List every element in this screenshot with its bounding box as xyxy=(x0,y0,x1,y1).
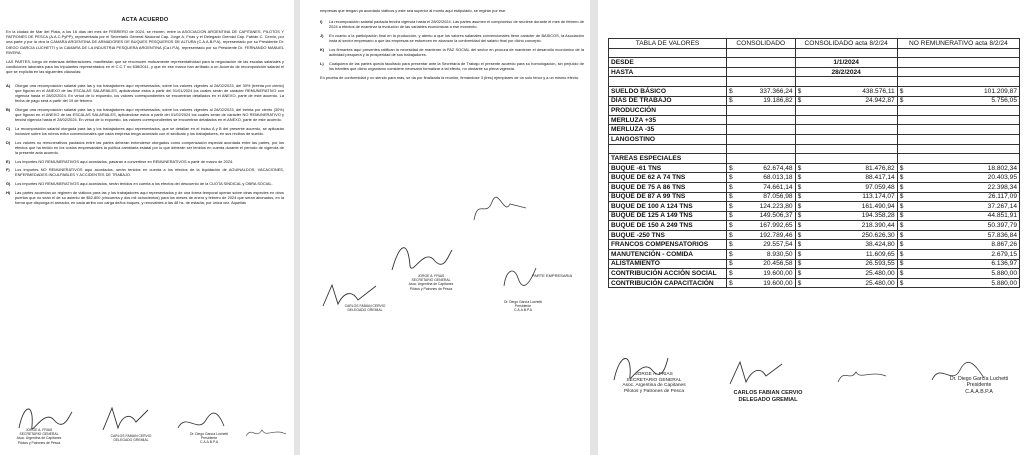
currency-symbol: $ xyxy=(727,173,733,183)
table-row xyxy=(609,96,1020,106)
empty-cell xyxy=(795,77,897,87)
value-cell-c1: 20.456,58 xyxy=(733,259,795,269)
value-cell-c2: 438.576,11 xyxy=(801,86,897,96)
value-cell-c1: 149.506,37 xyxy=(733,211,795,221)
table-row-label-only xyxy=(609,134,1020,144)
document-page-1 xyxy=(0,0,294,455)
currency-symbol: $ xyxy=(727,182,733,192)
value-cell-c3: 44.851,91 xyxy=(903,211,1019,221)
value-cell-c1: 68.013,18 xyxy=(733,173,795,183)
currency-symbol: $ xyxy=(795,211,801,221)
date-value: 28/2/2024 xyxy=(795,67,897,77)
value-cell-c1: 8.930,50 xyxy=(733,250,795,260)
currency-symbol: $ xyxy=(897,182,903,192)
table-row xyxy=(609,269,1020,279)
row-label: DÍAS DE TRABAJO xyxy=(609,96,727,106)
currency-symbol: $ xyxy=(795,221,801,231)
clause-letter: F) xyxy=(6,167,10,173)
empty-cell xyxy=(727,115,796,125)
value-cell-c2: 113.174,07 xyxy=(801,192,897,202)
clause-letter: L) xyxy=(320,60,324,66)
empty-cell xyxy=(609,48,727,58)
clause-letter: J) xyxy=(320,33,324,38)
row-label: LANGOSTINO xyxy=(609,134,727,144)
row-label: BUQUE -250 TNS xyxy=(609,230,727,240)
currency-symbol: $ xyxy=(795,230,801,240)
clause-letter: D) xyxy=(6,139,11,145)
empty-cell xyxy=(795,154,897,164)
signature-scrawl xyxy=(100,402,150,436)
currency-symbol: $ xyxy=(795,163,801,173)
clause-l xyxy=(320,61,584,71)
empty-cell xyxy=(897,106,1019,116)
value-cell-c2: 25.480,00 xyxy=(801,278,897,288)
intro-paragraph-2: LAS PARTES, luego de extensas deliberaciones, manifiestan que se reconocen mutuamente representatividad para la negociación de las escalas salariales y condiciones laborales para los tripulantes representados en el C.C.T no 638/2011, y que en ese marco han arribado a un Acuerdo de recomposición salarial el que se explicita en las siguientes cláusulas: xyxy=(6,59,284,75)
table-header-row xyxy=(609,39,1020,49)
currency-symbol: $ xyxy=(795,269,801,279)
row-label: DESDE xyxy=(609,58,727,68)
clause-text: Los firmantes aquí presentes ratifican la necesidad de mantener la PAZ SOCIAL del sector en procura de mantener el desarrollo económico de la actividad pesquera y la prosperidad de sus trabajadores. xyxy=(329,46,584,57)
currency-symbol: $ xyxy=(897,269,903,279)
row-label: BUQUE DE 87 A 99 TNS xyxy=(609,192,727,202)
value-cell-c1: 19.186,82 xyxy=(733,96,795,106)
clause-text: Cualquiera de las partes queda facultado para presentar ante la Secretaría de Trabajo el presente acuerdo para su homologación, sin perjuicio de los trámites que dicho organismo considere necesario formalizar a tal efecto, no obstante su plena vigencia. xyxy=(329,60,584,71)
row-label: PRODUCCIÓN xyxy=(609,106,727,116)
empty-cell xyxy=(897,144,1019,154)
empty-cell xyxy=(897,115,1019,125)
empty-cell xyxy=(727,134,796,144)
page-gap xyxy=(590,0,598,455)
value-cell-c2: 26.593,55 xyxy=(801,259,897,269)
clause-text: Las partes acuerdan un régimen de viáticos para las y los trabajadores aquí representados y de una forma temporal operan sobre otras especies en otros puertos que no sean el de su asiento de $52.800 (cincuenta y dos mil ochocientos) para los meses de enero y febrero de 2024 que serán abonados, en la forma que disponga el armador, en cada arribo con carga de/los buques, y renovables a las 48 hs. de estadía, por única vez. Aquellas xyxy=(15,189,284,206)
row-label: BUQUE -61 TNS xyxy=(609,163,727,173)
value-cell-c2: 24.942,87 xyxy=(801,96,897,106)
value-cell-c2: 250.626,30 xyxy=(801,230,897,240)
value-cell-c1: 19.600,00 xyxy=(733,278,795,288)
clause-text: La recomposición salarial pactada tendrá vigencia hasta el 28/02/2024. Las partes asumen el compromiso de reunirse durante el mes de febrero de 2024 a efectos de examinar la evolución de las variables económicas a ese momento. xyxy=(329,19,584,30)
value-cell-c1: 124.223,80 xyxy=(733,202,795,212)
table-row xyxy=(609,211,1020,221)
clause-d xyxy=(6,140,284,156)
empty-cell xyxy=(795,106,897,116)
empty-cell xyxy=(727,77,796,87)
document-page-2 xyxy=(300,0,590,455)
empty-cell xyxy=(897,125,1019,135)
row-label: HASTA xyxy=(609,67,727,77)
table-row-hasta xyxy=(609,67,1020,77)
signature-block-luchetti: Dr. Diego García Luchetti Presidente C.A.A.B.P.A xyxy=(949,376,1009,395)
signature-scrawl xyxy=(836,364,890,388)
value-cell-c3: 101.209,87 xyxy=(903,86,1019,96)
currency-symbol: $ xyxy=(727,269,733,279)
currency-symbol: $ xyxy=(897,163,903,173)
empty-cell xyxy=(727,67,796,77)
table-row xyxy=(609,192,1020,202)
parte-empresaria-label: PARTE EMPRESARIA xyxy=(531,273,573,278)
clause-letter: H) xyxy=(6,189,11,195)
signature-scrawl xyxy=(726,356,786,390)
table-row-label-only xyxy=(609,154,1020,164)
table-row-blank xyxy=(609,144,1020,154)
currency-symbol: $ xyxy=(795,259,801,269)
page-2-content xyxy=(320,8,584,84)
row-label: BUQUE DE 150 A 249 TNS xyxy=(609,221,727,231)
row-label: FRANCOS COMPENSATORIOS xyxy=(609,240,727,250)
empty-cell xyxy=(795,115,897,125)
value-cell-c3: 5.880,00 xyxy=(903,278,1019,288)
signature-scrawl xyxy=(244,424,288,442)
currency-symbol: $ xyxy=(795,240,801,250)
table-row xyxy=(609,182,1020,192)
empty-cell xyxy=(795,125,897,135)
table-row-label-only xyxy=(609,115,1020,125)
empty-cell xyxy=(897,48,1019,58)
currency-symbol: $ xyxy=(897,211,903,221)
value-cell-c3: 57.836,84 xyxy=(903,230,1019,240)
currency-symbol: $ xyxy=(727,211,733,221)
currency-symbol: $ xyxy=(727,221,733,231)
clause-e xyxy=(6,159,284,164)
value-cell-c3: 20.403,95 xyxy=(903,173,1019,183)
clause-letter: A) xyxy=(6,82,11,88)
header-cell: CONSOLIDADO acta 8/2/24 xyxy=(795,39,897,49)
value-cell-c1: 192.789,46 xyxy=(733,230,795,240)
table-row xyxy=(609,259,1020,269)
document-title: ACTA ACUERDO xyxy=(121,17,169,23)
empty-cell xyxy=(795,144,897,154)
value-cell-c3: 22.398,34 xyxy=(903,182,1019,192)
table-row xyxy=(609,86,1020,96)
currency-symbol: $ xyxy=(727,86,733,96)
intro-paragraph: En la ciudad de Mar del Plata, a los 16 días del mes de FEBRERO de 2024, se reúnen, entre la ASOCIACION ARGENTINA DE CAPITANES, PILOTOS Y PATRONES DE PESCA (A.A.C.PyPP), representada por el Secretario General Nacional Cap. Jorge A. Frías y el Delegado Gremial Cap. Fabián C. Cervio, por una parte y por la otra la CAMARA ARGENTINA DE ARMADORES DE BUQUES PESQUEROS DE ALTURA (C.A.A.B.P.A), representado por su Presidente Dr. DIEGO GARCIA LUCHETTI y la CAMARA DE LA INDUSTRIA PESQUERA ARGENTINA (Ca.I.P.A), representado por su Presidente Dr. FERNANDO MANUEL RIVERA. xyxy=(6,29,284,55)
signature-block-frias: JORGE A. FRIAS SECRETARIO GENERAL Asoc. Argentina de Capitanes Pilotos y Patrones de Pesca xyxy=(622,372,686,394)
value-cell-c2: 25.480,00 xyxy=(801,269,897,279)
value-cell-c3: 2.679,15 xyxy=(903,250,1019,260)
value-cell-c1: 167.992,65 xyxy=(733,221,795,231)
table-row-blank xyxy=(609,48,1020,58)
table-row-label-only xyxy=(609,106,1020,116)
clause-i xyxy=(320,19,584,29)
value-cell-c3: 50.397,79 xyxy=(903,221,1019,231)
header-cell: NO REMUNERATIVO acta 8/2/24 xyxy=(897,39,1019,49)
clause-b xyxy=(6,107,284,123)
signature-block-frias: JORGE A. FRIAS SECRETARIO GENERAL Asoc. Argentina de Capitanes Pilotos y Patrones de Pesca xyxy=(408,274,454,291)
clause-c xyxy=(6,126,284,136)
clause-letter: I) xyxy=(320,19,323,25)
currency-symbol: $ xyxy=(897,173,903,183)
value-cell-c2: 11.609,65 xyxy=(801,250,897,260)
row-label: ALISTAMIENTO xyxy=(609,259,727,269)
clause-text: Los importes NO REMUNERATIVOS aquí acordados, pasaran a convertirse en REMUNERATIVOS a partir de marzo de 2024. xyxy=(15,158,234,164)
table-row xyxy=(609,240,1020,250)
row-label: BUQUE DE 75 A 86 TNS xyxy=(609,182,727,192)
currency-symbol: $ xyxy=(897,250,903,260)
currency-symbol: $ xyxy=(727,240,733,250)
row-label: BUQUE DE 100 A 124 TNS xyxy=(609,202,727,212)
currency-symbol: $ xyxy=(795,192,801,202)
empty-cell xyxy=(727,125,796,135)
empty-cell xyxy=(727,58,796,68)
row-label: CONTRIBUCIÓN ACCIÓN SOCIAL xyxy=(609,269,727,279)
value-cell-c2: 38.424,80 xyxy=(801,240,897,250)
empty-cell xyxy=(727,144,796,154)
closing-paragraph: En prueba de conformidad y no siendo para más, se da por finalizada la reunión, firmándose 3 (tres) ejemplares de un solo tenor y a un mismo efecto. xyxy=(320,75,580,80)
header-cell: CONSOLIDADO xyxy=(727,39,796,49)
empty-cell xyxy=(727,154,796,164)
currency-symbol: $ xyxy=(727,250,733,260)
value-cell-c3: 26.117,09 xyxy=(903,192,1019,202)
value-cell-c3: 5.880,00 xyxy=(903,269,1019,279)
row-label: MANUTENCIÓN - COMIDA xyxy=(609,250,727,260)
signature-block-luchetti: Dr. Diego García Luchetti Presidente C.A.A.B.P.A xyxy=(503,300,543,313)
table-row xyxy=(609,278,1020,288)
table-row xyxy=(609,221,1020,231)
value-cell-c2: 81.476,82 xyxy=(801,163,897,173)
clause-text: Los importes NO REMUNERATIVOS aquí acordados, serán tenidos en cuenta a los efectos del descuento de la CUOTA SINDICAL y OBRA SOCIAL. xyxy=(15,181,273,187)
empty-cell xyxy=(897,134,1019,144)
currency-symbol: $ xyxy=(727,192,733,202)
currency-symbol: $ xyxy=(795,250,801,260)
signature-block-cervio: CARLOS FABIAN CERVIO DELEGADO GREMIAL xyxy=(733,390,803,403)
currency-symbol: $ xyxy=(795,96,801,106)
currency-symbol: $ xyxy=(897,240,903,250)
values-table xyxy=(608,38,1020,288)
empty-cell xyxy=(795,48,897,58)
currency-symbol: $ xyxy=(727,163,733,173)
document-page-3 xyxy=(598,0,1024,455)
value-cell-c1: 19.600,00 xyxy=(733,269,795,279)
value-cell-c1: 337.366,24 xyxy=(733,86,795,96)
value-cell-c1: 62.674,48 xyxy=(733,163,795,173)
signature-block-luchetti: Dr. Diego García Luchetti Presidente C.A.A.B.P.A xyxy=(189,432,229,445)
empty-cell xyxy=(897,77,1019,87)
empty-cell xyxy=(727,106,796,116)
table-row xyxy=(609,250,1020,260)
clause-a xyxy=(6,83,284,104)
row-label: MERLUZA +35 xyxy=(609,115,727,125)
currency-symbol: $ xyxy=(897,221,903,231)
row-label: MERLUZA -35 xyxy=(609,125,727,135)
currency-symbol: $ xyxy=(897,278,903,288)
value-cell-c2: 194.358,28 xyxy=(801,211,897,221)
empty-cell xyxy=(727,48,796,58)
date-value: 1/1/2024 xyxy=(795,58,897,68)
clause-letter: C) xyxy=(6,125,11,131)
row-label: TAREAS ESPECIALES xyxy=(609,154,727,164)
clause-text: Otorgar una recomposición salarial para las y los trabajadores aquí representados, sobre los valores vigentes al 28/02/2023, del treinta por ciento (30%) que figuran en el ANEXO de las ESCALAS SALARIALES, aplicándose estos a partir del 01/02/2024 los cuales serán de carácter NO REMUNERATIVO y tendrá vigencia hasta el 28/02/2024. En virtud de lo expuesto, los valores correspondientes se encuentran detallados en el ANEXO, parte de este acuerdo. xyxy=(15,106,284,123)
table-row xyxy=(609,173,1020,183)
table-row-label-only xyxy=(609,125,1020,135)
header-cell: TABLA DE VALORES xyxy=(609,39,727,49)
continuation-paragraph: empresas que tengan ya acordado viáticos y este sea superior al monto aquí estipulado, se regirán por ese. xyxy=(320,8,507,13)
row-label: CONTRIBUCIÓN CAPACITACIÓN xyxy=(609,278,727,288)
clause-list xyxy=(320,19,584,71)
value-cell-c3: 37.267,14 xyxy=(903,202,1019,212)
currency-symbol: $ xyxy=(795,278,801,288)
clause-letter: B) xyxy=(6,106,11,112)
currency-symbol: $ xyxy=(897,96,903,106)
currency-symbol: $ xyxy=(727,259,733,269)
empty-cell xyxy=(897,67,1019,77)
empty-cell xyxy=(897,58,1019,68)
signature-block-frias: JORGE A. FRIAS SECRETARIO GENERAL Asoc. Argentina de Capitanes Pilotos y Patrones de Pesca xyxy=(16,428,62,445)
empty-cell xyxy=(609,77,727,87)
value-cell-c1: 74.661,14 xyxy=(733,182,795,192)
value-cell-c1: 87.056,98 xyxy=(733,192,795,202)
currency-symbol: $ xyxy=(727,96,733,106)
value-cell-c2: 88.417,14 xyxy=(801,173,897,183)
table-row-desde xyxy=(609,58,1020,68)
value-cell-c2: 97.059,48 xyxy=(801,182,897,192)
signature-scrawl xyxy=(386,236,456,276)
clause-k xyxy=(320,47,584,57)
currency-symbol: $ xyxy=(727,230,733,240)
table-row xyxy=(609,202,1020,212)
value-cell-c3: 6.136,97 xyxy=(903,259,1019,269)
empty-cell xyxy=(609,144,727,154)
currency-symbol: $ xyxy=(795,202,801,212)
currency-symbol: $ xyxy=(795,86,801,96)
value-cell-c1: 29.557,54 xyxy=(733,240,795,250)
clause-letter: E) xyxy=(6,158,10,164)
currency-symbol: $ xyxy=(897,192,903,202)
signature-scrawl xyxy=(470,190,530,226)
row-label: SUELDO BÁSICO xyxy=(609,86,727,96)
clause-text: Otorgar una recomposición salarial para las y los trabajadores aquí representados, sobre los valores vigentes al 28/02/2023, del 30% (treinta por ciento) que figuran en el ANEXO de las ESCALAS SALARIALES, aplicándose estos a partir del 01/01/2024 los cuales serán de carácter REMUNERATIVO con vigencia hasta el 28/02/2024. En virtud de lo expuesto, los valores correspondientes se encuentran detallados en el ANEXO, parte de este acuerdo. La fecha de pago será a partir del 19 de febrero. xyxy=(15,82,284,104)
table-row xyxy=(609,163,1020,173)
clause-list xyxy=(6,83,284,206)
page-1-content xyxy=(6,0,284,209)
currency-symbol: $ xyxy=(897,86,903,96)
clause-letter: K) xyxy=(320,46,325,52)
row-label: BUQUE DE 125 A 149 TNS xyxy=(609,211,727,221)
currency-symbol: $ xyxy=(727,202,733,212)
currency-symbol: $ xyxy=(795,173,801,183)
currency-symbol: $ xyxy=(897,259,903,269)
value-cell-c2: 218.390,44 xyxy=(801,221,897,231)
signature-block-cervio: CARLOS FABIAN CERVIO DELEGADO GREMIAL xyxy=(344,304,386,313)
currency-symbol: $ xyxy=(897,230,903,240)
clause-g xyxy=(6,181,284,186)
value-cell-c3: 18.802,34 xyxy=(903,163,1019,173)
empty-cell xyxy=(795,134,897,144)
clause-text: La recomposición salarial otorgada para las y los trabajadores aquí representados, que se detallan en el inciso A y B del presente acuerdo, se aplicarán inclusive sobre los rubros extra convencionales que cada empresa tenga acordado con el sindicato y los trabajadores, en sus recibos de sueldo. xyxy=(15,125,284,137)
clause-text: Los valores no remunerativos pactados entre las partes deberán entenderse otorgados como compensación especial acordada entre las partes, por los efectos que ha tenido en los costos empresariales la política cambiaria estatal por lo que deberán ser tenidos en cuenta durante el período de vigencia de la presente acta acuerdo. xyxy=(15,139,284,156)
value-cell-c2: 161.490,94 xyxy=(801,202,897,212)
clause-h xyxy=(6,190,284,206)
value-cell-c3: 5.756,05 xyxy=(903,96,1019,106)
table-row-blank xyxy=(609,77,1020,87)
signature-block-cervio: CARLOS FABIAN CERVIO DELEGADO GREMIAL xyxy=(110,434,152,443)
clause-letter: G) xyxy=(6,181,11,187)
currency-symbol: $ xyxy=(897,202,903,212)
value-cell-c3: 8.867,26 xyxy=(903,240,1019,250)
currency-symbol: $ xyxy=(727,278,733,288)
clause-f xyxy=(6,167,284,177)
currency-symbol: $ xyxy=(795,182,801,192)
clause-text: Los importes NO REMUNERATIVOS aquí acordados, serán tenidos en cuenta a los efectos de la liquidación de AGUINALDOS, VACACIONES, ENFERMEDADES INCULPABLES Y ACCIDENTES DE TRABAJO. xyxy=(15,167,284,178)
clause-text: En cuanto a la participación final en la producción, y atento a que los valores salariales convencionales tiene carácter de BASICOS, la Asociación insta al sector empresario a que las empresas se esfuercen en alcanzar la conformidad del salario final por dicho concepto. xyxy=(329,33,584,44)
empty-cell xyxy=(897,154,1019,164)
clause-j xyxy=(320,33,584,43)
table-row xyxy=(609,230,1020,240)
row-label: BUQUE DE 62 A 74 TNS xyxy=(609,173,727,183)
